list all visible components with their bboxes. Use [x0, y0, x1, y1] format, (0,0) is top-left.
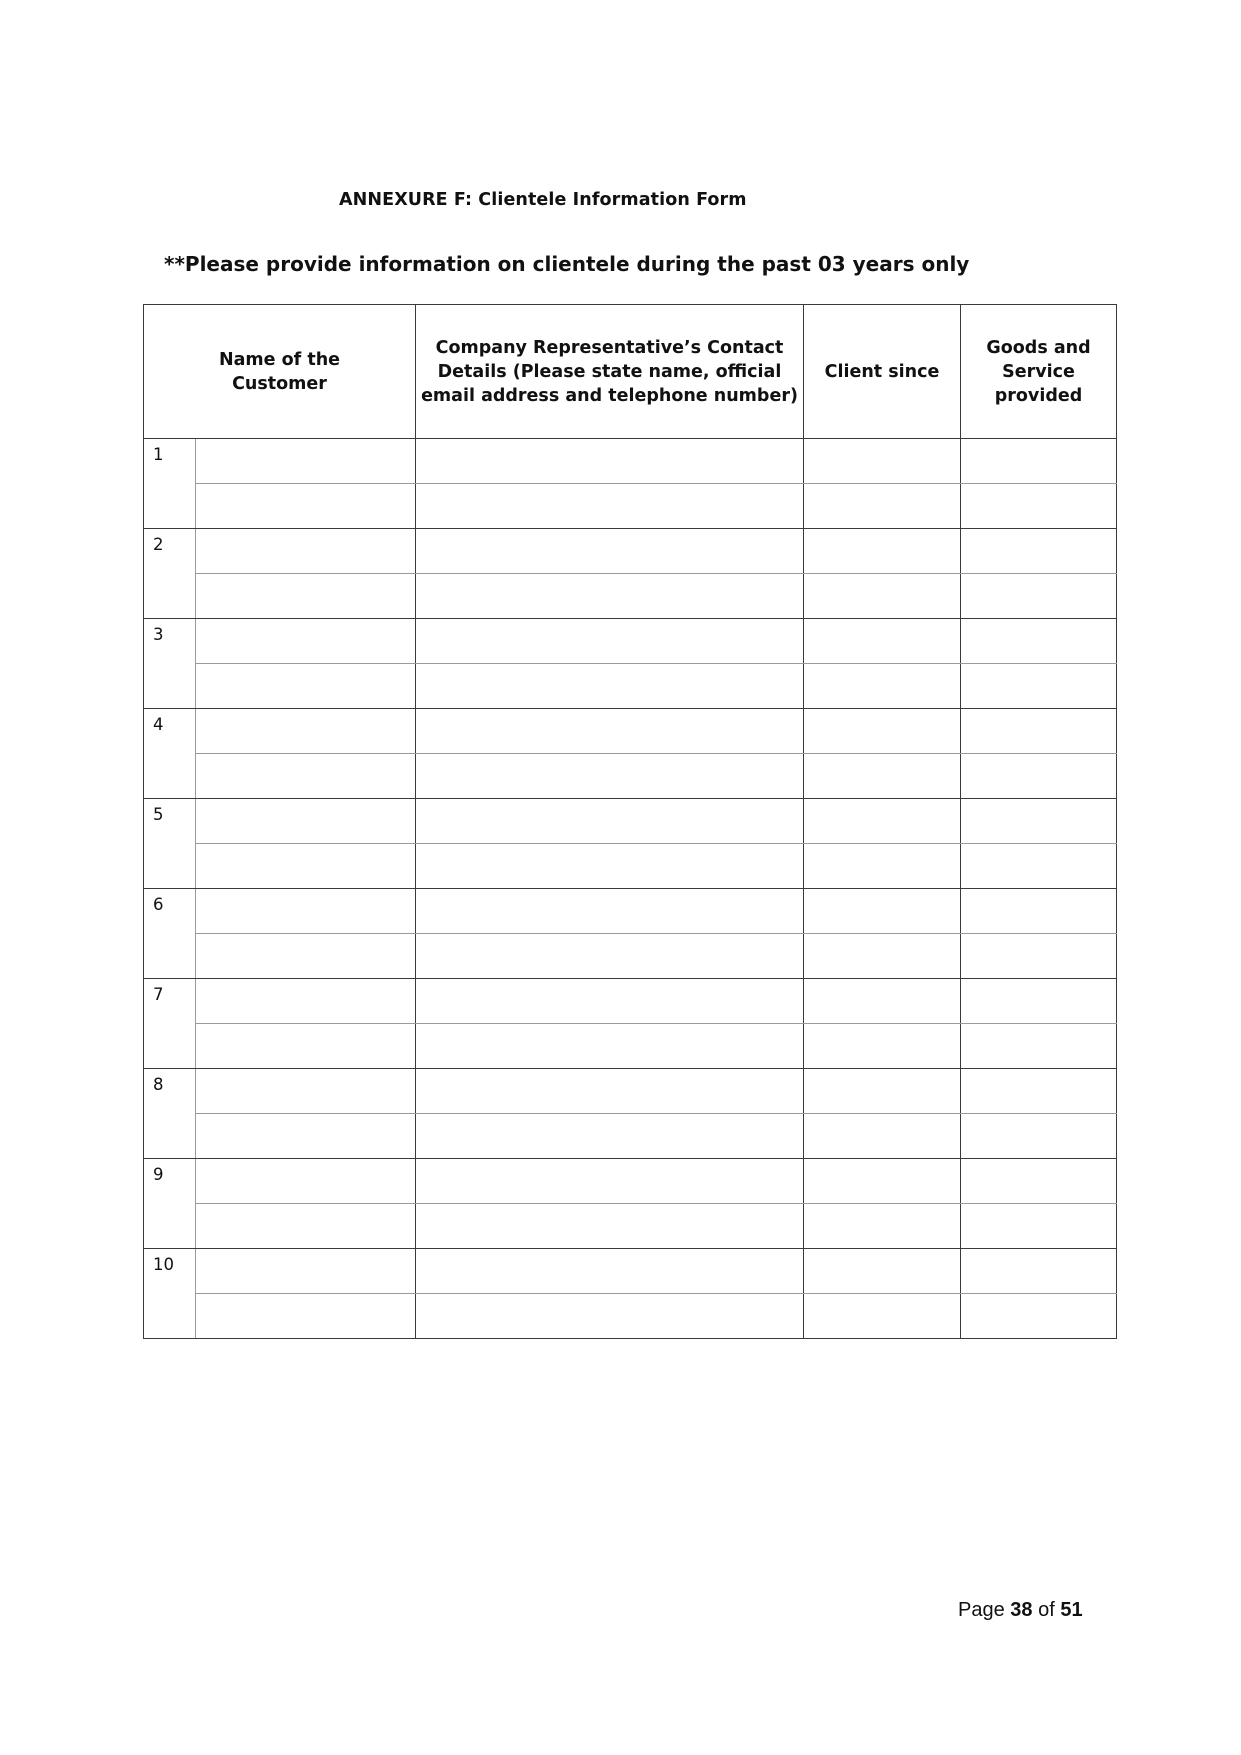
contact-details-cell[interactable] [416, 1114, 804, 1159]
customer-name-cell[interactable] [196, 709, 416, 754]
customer-name-cell[interactable] [196, 1069, 416, 1114]
contact-details-cell[interactable] [416, 799, 804, 844]
client-since-cell[interactable] [804, 1204, 961, 1249]
goods-services-cell[interactable] [961, 1024, 1117, 1069]
contact-details-cell[interactable] [416, 844, 804, 889]
goods-services-cell[interactable] [961, 934, 1117, 979]
contact-details-cell[interactable] [416, 754, 804, 799]
table-row [144, 1249, 1117, 1294]
header-customer-name: Name of the Customer [144, 305, 416, 439]
client-since-cell[interactable] [804, 709, 961, 754]
client-since-cell[interactable] [804, 979, 961, 1024]
contact-details-cell[interactable] [416, 484, 804, 529]
header-contact-details: Company Representative’s Contact Details (Please state name, official email address and telephone number) [416, 305, 804, 439]
customer-name-cell[interactable] [196, 1204, 416, 1249]
client-since-cell[interactable] [804, 754, 961, 799]
table-row [144, 529, 1117, 574]
contact-details-cell[interactable] [416, 1159, 804, 1204]
page-label: Page [958, 1599, 1005, 1621]
customer-name-cell[interactable] [196, 664, 416, 709]
table-row [144, 979, 1117, 1024]
client-since-cell[interactable] [804, 799, 961, 844]
customer-name-cell[interactable] [196, 1024, 416, 1069]
row-number: 4 [144, 709, 196, 799]
contact-details-cell[interactable] [416, 439, 804, 484]
contact-details-cell[interactable] [416, 709, 804, 754]
table-row [144, 709, 1117, 754]
customer-name-cell[interactable] [196, 799, 416, 844]
customer-name-cell[interactable] [196, 529, 416, 574]
customer-name-cell[interactable] [196, 889, 416, 934]
table-row [144, 619, 1117, 664]
client-since-cell[interactable] [804, 1114, 961, 1159]
table-row [144, 799, 1117, 844]
goods-services-cell[interactable] [961, 1069, 1117, 1114]
customer-name-cell[interactable] [196, 934, 416, 979]
table-row [144, 484, 1117, 529]
table-row [144, 1069, 1117, 1114]
customer-name-cell[interactable] [196, 1249, 416, 1294]
table-row [144, 1204, 1117, 1249]
row-number: 6 [144, 889, 196, 979]
page-footer [958, 1599, 1083, 1622]
contact-details-cell[interactable] [416, 1069, 804, 1114]
page-total: 51 [1060, 1599, 1083, 1621]
row-number: 2 [144, 529, 196, 619]
customer-name-cell[interactable] [196, 619, 416, 664]
goods-services-cell[interactable] [961, 1114, 1117, 1159]
contact-details-cell[interactable] [416, 529, 804, 574]
table-row [144, 1024, 1117, 1069]
row-number: 7 [144, 979, 196, 1069]
table-row [144, 889, 1117, 934]
client-since-cell[interactable] [804, 484, 961, 529]
goods-services-cell[interactable] [961, 1159, 1117, 1204]
contact-details-cell[interactable] [416, 1204, 804, 1249]
client-since-cell[interactable] [804, 574, 961, 619]
customer-name-cell[interactable] [196, 844, 416, 889]
goods-services-cell[interactable] [961, 574, 1117, 619]
row-number: 9 [144, 1159, 196, 1249]
table-row [144, 574, 1117, 619]
client-since-cell[interactable] [804, 664, 961, 709]
table-row [144, 754, 1117, 799]
customer-name-cell[interactable] [196, 1294, 416, 1339]
goods-services-cell[interactable] [961, 979, 1117, 1024]
goods-services-cell[interactable] [961, 889, 1117, 934]
header-client-since: Client since [804, 305, 961, 439]
contact-details-cell[interactable] [416, 934, 804, 979]
goods-services-cell[interactable] [961, 1249, 1117, 1294]
goods-services-cell[interactable] [961, 484, 1117, 529]
row-number: 8 [144, 1069, 196, 1159]
row-number: 3 [144, 619, 196, 709]
of-label: of [1038, 1599, 1055, 1621]
table-row [144, 439, 1117, 484]
client-since-cell[interactable] [804, 844, 961, 889]
row-number: 10 [144, 1249, 196, 1339]
client-since-cell[interactable] [804, 1249, 961, 1294]
table-row [144, 844, 1117, 889]
contact-details-cell[interactable] [416, 1294, 804, 1339]
customer-name-cell[interactable] [196, 754, 416, 799]
client-since-cell[interactable] [804, 529, 961, 574]
customer-name-cell[interactable] [196, 574, 416, 619]
header-goods-services: Goods and Service provided [961, 305, 1117, 439]
contact-details-cell[interactable] [416, 889, 804, 934]
client-since-cell[interactable] [804, 1159, 961, 1204]
goods-services-cell[interactable] [961, 1294, 1117, 1339]
row-number: 5 [144, 799, 196, 889]
goods-services-cell[interactable] [961, 754, 1117, 799]
table-row [144, 1114, 1117, 1159]
page-number: 38 [1010, 1599, 1033, 1621]
table-row [144, 664, 1117, 709]
contact-details-cell[interactable] [416, 1249, 804, 1294]
goods-services-cell[interactable] [961, 664, 1117, 709]
customer-name-cell[interactable] [196, 439, 416, 484]
client-since-cell[interactable] [804, 619, 961, 664]
goods-services-cell[interactable] [961, 439, 1117, 484]
form-title: ANNEXURE F: Clientele Information Form [339, 190, 747, 210]
table-row [144, 934, 1117, 979]
client-since-cell[interactable] [804, 934, 961, 979]
customer-name-cell[interactable] [196, 1114, 416, 1159]
client-since-cell[interactable] [804, 1069, 961, 1114]
contact-details-cell[interactable] [416, 619, 804, 664]
goods-services-cell[interactable] [961, 799, 1117, 844]
contact-details-cell[interactable] [416, 664, 804, 709]
goods-services-cell[interactable] [961, 844, 1117, 889]
goods-services-cell[interactable] [961, 709, 1117, 754]
clientele-information-table [143, 304, 1117, 1339]
client-since-cell[interactable] [804, 1294, 961, 1339]
table-row [144, 1294, 1117, 1339]
client-since-cell[interactable] [804, 439, 961, 484]
table-header-row [144, 305, 1117, 439]
customer-name-cell[interactable] [196, 484, 416, 529]
goods-services-cell[interactable] [961, 619, 1117, 664]
customer-name-cell[interactable] [196, 979, 416, 1024]
contact-details-cell[interactable] [416, 574, 804, 619]
row-number: 1 [144, 439, 196, 529]
customer-name-cell[interactable] [196, 1159, 416, 1204]
contact-details-cell[interactable] [416, 979, 804, 1024]
client-since-cell[interactable] [804, 1024, 961, 1069]
goods-services-cell[interactable] [961, 529, 1117, 574]
client-since-cell[interactable] [804, 889, 961, 934]
contact-details-cell[interactable] [416, 1024, 804, 1069]
table-row [144, 1159, 1117, 1204]
goods-services-cell[interactable] [961, 1204, 1117, 1249]
form-instruction-note: **Please provide information on clientele during the past 03 years only [164, 252, 970, 276]
